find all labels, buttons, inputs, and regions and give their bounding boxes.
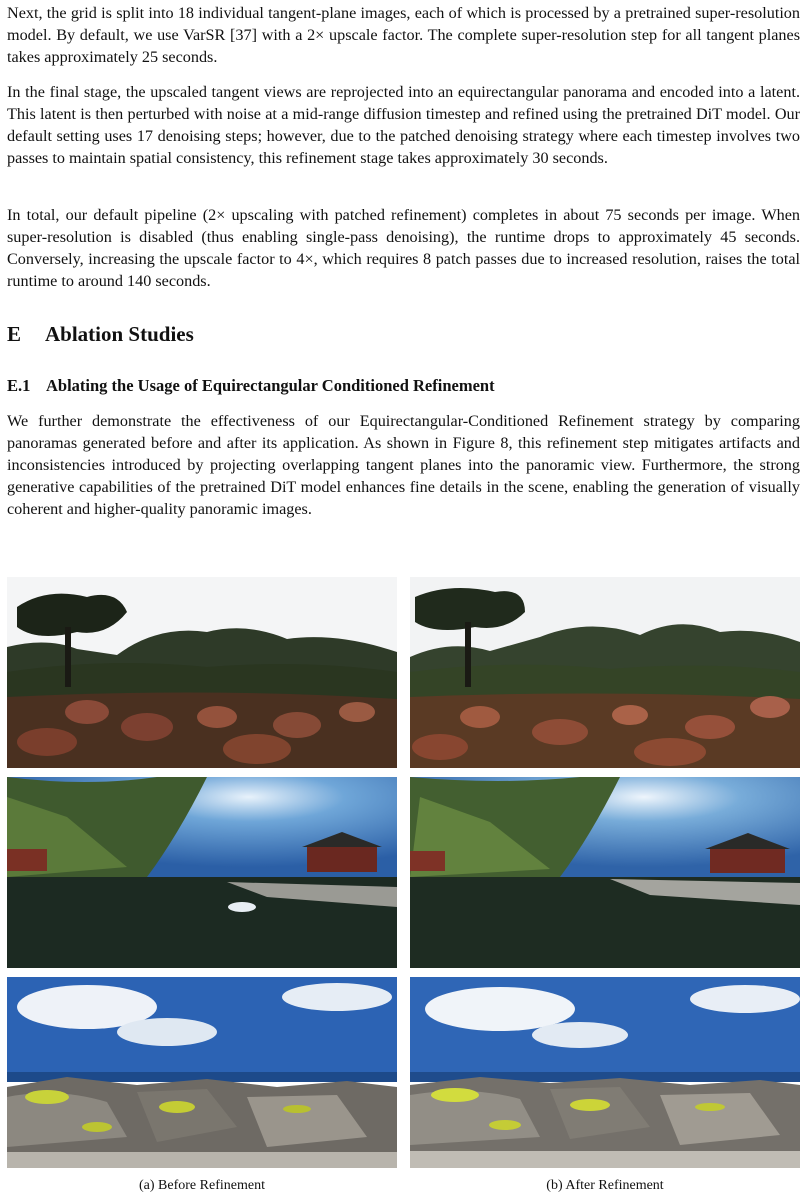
caption-after-refinement: (b) After Refinement <box>546 1178 664 1193</box>
panel-mountain-after <box>410 577 800 768</box>
paragraph-total-runtime: In total, our default pipeline (2× upscaling with patched refinement) completes in about 75 seconds per image. When super-resolution is disabled (thus enabling single-pass denoising), the runtime drops to approximately 45 seconds. Conversely, increasing the upscale factor to 4×, which requires 8 patch passes due to increased resolution, raises the total runtime to around 140 seconds. <box>7 206 800 290</box>
section-heading <box>7 322 194 347</box>
section-title: Ablation Studies <box>45 322 194 346</box>
paragraph-final-stage: In the final stage, the upscaled tangent views are reprojected into an equirectangular panorama and encoded into a latent. This latent is then perturbed with noise at a mid-range diffusion timestep and refined using the pretrained DiT model. Our default setting uses 17 denoising steps; however, due to the patched denoising strategy where each timestep involves two passes to maintain spatial consistency, this refinement stage takes approximately 30 seconds. <box>7 83 800 167</box>
panel-garden-after <box>410 777 800 968</box>
subsection-number: E.1 <box>7 376 31 395</box>
panel-garden-before <box>7 777 397 968</box>
paragraph-super-resolution: Next, the grid is split into 18 individual tangent-plane images, each of which is processed by a pretrained super-resolution model. By default, we use VarSR [37] with a 2× upscale factor. The complete super-resolution step for all tangent planes takes approximately 25 seconds. <box>7 4 800 66</box>
subsection-title: Ablating the Usage of Equirectangular Conditioned Refinement <box>46 376 495 395</box>
panel-coast-after <box>410 977 800 1168</box>
subsection-heading <box>7 376 495 396</box>
caption-before-refinement: (a) Before Refinement <box>139 1178 265 1193</box>
panel-coast-before <box>7 977 397 1168</box>
paragraph-ablation: We further demonstrate the effectiveness of our Equirectangular-Conditioned Refinement strategy by comparing panoramas generated before and after its application. As shown in Figure 8, this refinement step mitigates artifacts and inconsistencies introduced by projecting overlapping tangent planes into the panoramic view. Furthermore, the strong generative capabilities of the pretrained DiT model enhances fine details in the scene, enabling the generation of visually coherent and higher-quality panoramic images. <box>7 412 800 518</box>
panel-mountain-before <box>7 577 397 768</box>
section-number: E <box>7 322 22 346</box>
